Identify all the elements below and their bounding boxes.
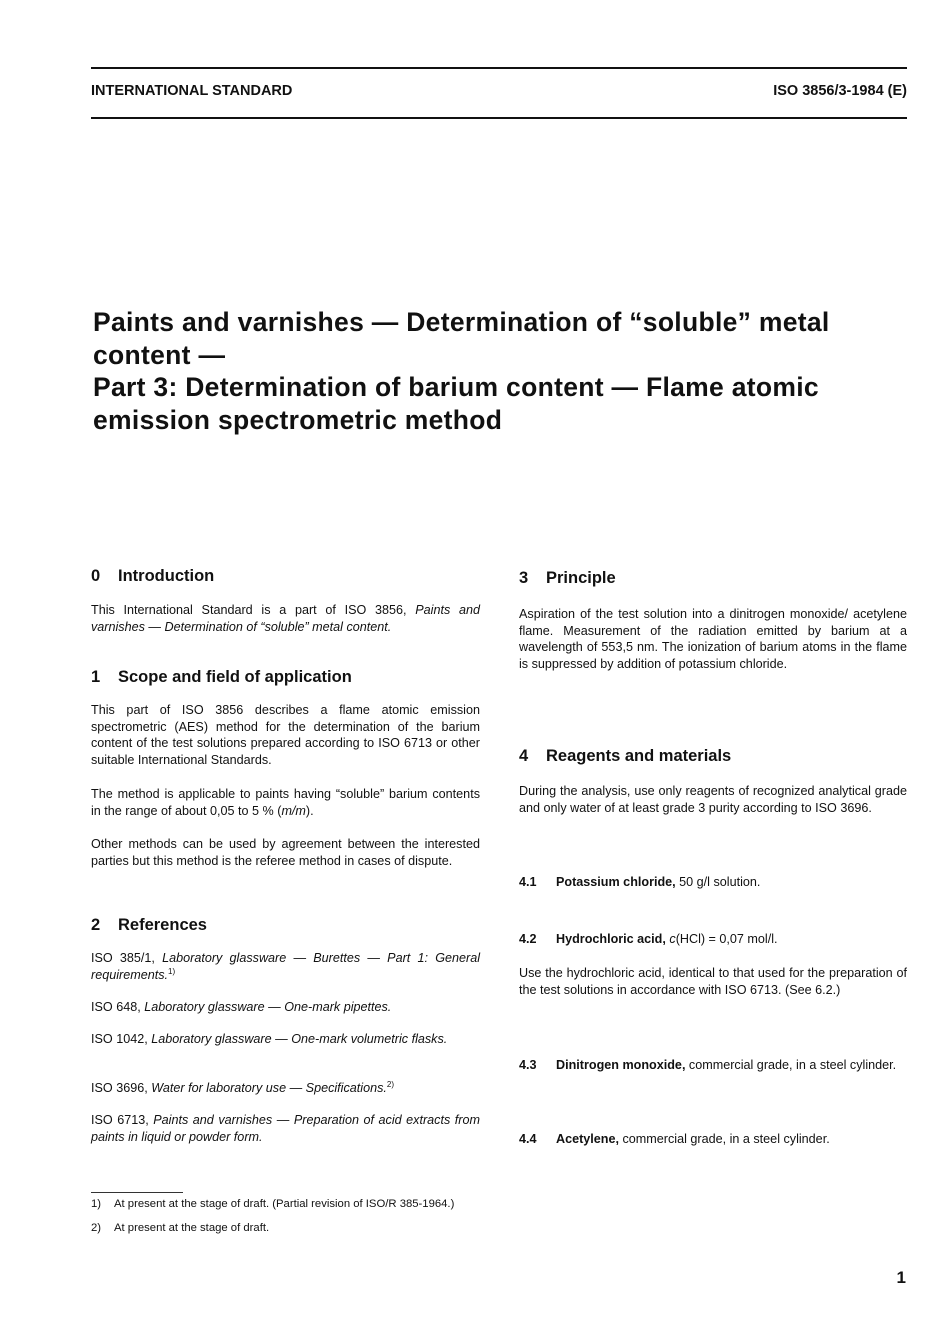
heading-principle [519, 569, 907, 588]
scope-paragraph-2 [91, 786, 480, 819]
ref-code: ISO 1042, [91, 1032, 152, 1046]
reference-item [91, 1112, 480, 1145]
reagent-4-2 [519, 932, 907, 946]
footnote-ref[interactable]: 2) [386, 1080, 394, 1089]
reagent-desc: (HCl) = 0,07 mol/l. [675, 932, 778, 946]
text: ). [305, 803, 314, 818]
reference-item [91, 999, 480, 1016]
reference-item [91, 1031, 480, 1048]
footnote-ref[interactable]: 1) [168, 966, 176, 976]
scope-paragraph-3: Other methods can be used by agreement between the interested parties but this method is the referee method in cases of dispute. [91, 837, 480, 868]
title-line: Part 3: Determination of barium content — Flame atomic [93, 372, 819, 403]
text-italic: Paints and varnishes — Determination of “soluble” metal content. [91, 603, 480, 634]
footnote-number: 2) [91, 1222, 102, 1234]
document-title [93, 306, 913, 436]
reagent-name: Hydrochloric acid, [556, 932, 666, 946]
ref-title: Paints and varnishes — Preparation of acid extracts from paints in liquid or powder form. [91, 1113, 480, 1144]
title-line: emission spectrometric method [93, 404, 503, 435]
scope-paragraph-1: This part of ISO 3856 describes a flame atomic emission spectrometric (AES) method for the determination of the barium content of the test solutions prepared according to ISO 6713 or other suitable International Standards. [91, 703, 480, 767]
ref-code: ISO 385/1, [91, 951, 163, 965]
clause-number: 4.1 [519, 875, 537, 889]
footnote-number: 1) [91, 1198, 102, 1210]
footnote [91, 1221, 269, 1235]
section-number: 3 [519, 569, 529, 587]
ref-code: ISO 3696, [91, 1081, 152, 1095]
header-bottom-rule [91, 117, 907, 119]
section-number: 1 [91, 668, 101, 686]
reagents-paragraph: During the analysis, use only reagents of recognized analytical grade and only water of at least grade 3 purity according to ISO 3696. [519, 784, 907, 815]
heading-introduction [91, 567, 480, 586]
ref-title: Laboratory glassware — One-mark volumetric flasks. [151, 1032, 448, 1046]
reagent-4-4 [519, 1132, 907, 1146]
reagent-desc: commercial grade, in a steel cylinder. [685, 1058, 897, 1072]
reagent-name: Dinitrogen monoxide, [556, 1058, 686, 1072]
clause-number: 4.2 [519, 932, 537, 946]
section-title: Principle [546, 569, 616, 587]
ref-code: ISO 648, [91, 1000, 145, 1014]
principle-paragraph: Aspiration of the test solution into a dinitrogen monoxide/ acetylene flame. Measurement of the radiation emitted by barium at a wavelength of 553,5 nm. The ionization of barium atoms in the flame is suppressed by addition of potassium chloride. [519, 607, 907, 671]
section-title: References [118, 916, 207, 934]
page-number: 1 [896, 1268, 906, 1287]
reference-item [91, 1080, 480, 1097]
intro-paragraph [91, 602, 480, 635]
clause-number: 4.3 [519, 1058, 537, 1072]
footnote-rule [91, 1192, 183, 1193]
section-number: 2 [91, 916, 101, 934]
text-italic: m/m [281, 803, 306, 818]
ref-code: ISO 6713, [91, 1113, 154, 1127]
section-title: Introduction [118, 567, 215, 585]
clause-number: 4.4 [519, 1132, 537, 1146]
reagent-4-2-paragraph: Use the hydrochloric acid, identical to that used for the preparation of the test solutions in accordance with ISO 6713. (See 6.2.) [519, 966, 907, 997]
heading-references [91, 916, 480, 935]
heading-reagents [519, 747, 907, 766]
reagent-name: Acetylene, [556, 1132, 619, 1146]
reagent-desc: commercial grade, in a steel cylinder. [619, 1132, 830, 1146]
reagent-name: Potassium chloride, [556, 875, 676, 889]
section-title: Scope and field of application [118, 668, 352, 686]
title-line: content — [93, 339, 226, 370]
section-number: 4 [519, 747, 529, 765]
text: This International Standard is a part of ISO 3856, [91, 603, 416, 617]
reagent-4-1 [519, 875, 907, 889]
footnote-text: At present at the stage of draft. [114, 1222, 270, 1234]
title-line: Paints and varnishes — Determination of “soluble” metal [93, 307, 830, 337]
reagent-4-3 [519, 1057, 907, 1074]
header-right: ISO 3856/3-1984 (E) [773, 83, 907, 99]
footnote-text: At present at the stage of draft. (Partial revision of ISO/R 385-1964.) [114, 1198, 455, 1210]
section-number: 0 [91, 567, 101, 585]
text: The method is applicable to paints having “soluble” barium contents in the range of about 0,05 to 5 % ( [91, 787, 480, 818]
ref-title: Laboratory glassware — One-mark pipettes. [144, 1000, 392, 1014]
symbol: c [665, 932, 676, 946]
footnote [91, 1197, 454, 1211]
heading-scope [91, 668, 480, 687]
reagent-desc: 50 g/l solution. [675, 875, 761, 889]
header-top-rule [91, 67, 907, 69]
ref-title: Water for laboratory use — Specifications. [151, 1081, 387, 1095]
reference-item [91, 950, 480, 983]
header-left: INTERNATIONAL STANDARD [91, 83, 293, 99]
ref-title: Laboratory glassware — Burettes — Part 1: General requirements. [91, 951, 480, 982]
section-title: Reagents and materials [546, 747, 732, 765]
